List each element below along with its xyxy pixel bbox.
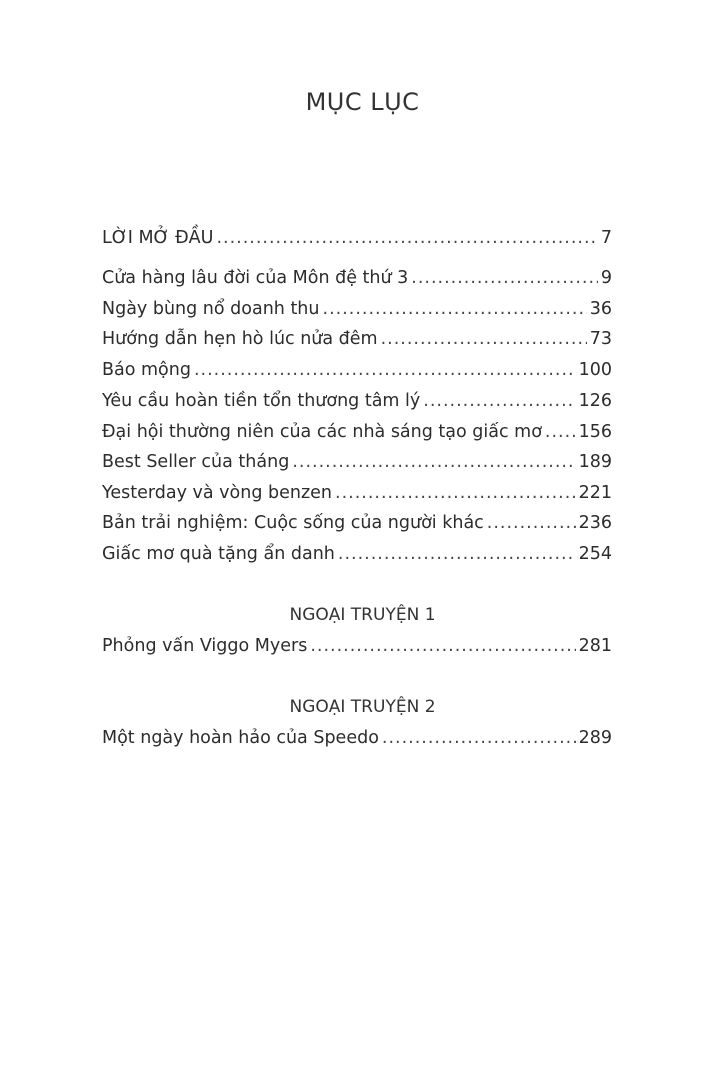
dot-leader bbox=[310, 634, 575, 658]
dot-leader bbox=[335, 481, 576, 505]
toc-entry bbox=[102, 389, 612, 413]
toc-entry-page: 100 bbox=[578, 360, 612, 380]
toc-entry-title: LỜI MỞ ĐẦU bbox=[102, 228, 214, 248]
page-title: MỤC LỤC bbox=[305, 88, 420, 116]
toc-entry-extra-2 bbox=[102, 726, 612, 750]
toc-entry-title: Bản trải nghiệm: Cuộc sống của người khác bbox=[102, 513, 484, 533]
dot-leader bbox=[487, 511, 576, 535]
toc-entry-title: Giấc mơ quà tặng ẩn danh bbox=[102, 544, 335, 564]
dot-leader bbox=[323, 297, 587, 321]
toc-entry-title: Báo mộng bbox=[102, 360, 191, 380]
section-heading-extra-2: NGOẠI TRUYỆN 2 bbox=[289, 697, 436, 717]
toc-entry-page: 281 bbox=[578, 636, 612, 656]
toc-entry-title: Một ngày hoàn hảo của Speedo bbox=[102, 728, 379, 748]
toc-entry bbox=[102, 542, 612, 566]
toc-entry bbox=[102, 511, 612, 535]
toc-entry-title: Cửa hàng lâu đời của Môn đệ thứ 3 bbox=[102, 268, 409, 288]
toc-entry bbox=[102, 420, 612, 444]
toc-entry-extra-1 bbox=[102, 634, 612, 658]
toc-entry bbox=[102, 481, 612, 505]
dot-leader bbox=[382, 726, 576, 750]
toc-entry-page: 156 bbox=[578, 422, 612, 442]
toc-entry bbox=[102, 266, 612, 290]
dot-leader bbox=[423, 389, 575, 413]
toc-entry-title: Best Seller của tháng bbox=[102, 452, 290, 472]
toc-entry-page: 236 bbox=[578, 513, 612, 533]
dot-leader bbox=[411, 266, 598, 290]
toc-entry-title: Đại hội thường niên của các nhà sáng tạo giấc mơ bbox=[102, 422, 542, 442]
toc-entry bbox=[102, 327, 612, 351]
toc-entry-page: 254 bbox=[578, 544, 612, 564]
toc-entry-title: Yêu cầu hoàn tiền tổn thương tâm lý bbox=[102, 391, 421, 411]
toc-entry-page: 221 bbox=[578, 483, 612, 503]
dot-leader bbox=[216, 226, 597, 250]
toc-entry-intro bbox=[102, 226, 612, 250]
dot-leader bbox=[338, 542, 576, 566]
toc-entry-title: Hướng dẫn hẹn hò lúc nửa đêm bbox=[102, 329, 378, 349]
dot-leader bbox=[381, 327, 587, 351]
toc-entry bbox=[102, 297, 612, 321]
toc-entry-page: 126 bbox=[578, 391, 612, 411]
toc-entry-title: Yesterday và vòng benzen bbox=[102, 483, 332, 503]
toc-entry-title: Phỏng vấn Viggo Myers bbox=[102, 636, 308, 656]
toc-entry-page: 36 bbox=[589, 299, 612, 319]
dot-leader bbox=[194, 358, 576, 382]
toc-entry-page: 189 bbox=[578, 452, 612, 472]
toc-entry-page: 289 bbox=[578, 728, 612, 748]
toc-entry-page: 73 bbox=[589, 329, 612, 349]
toc-entry-title: Ngày bùng nổ doanh thu bbox=[102, 299, 320, 319]
dot-leader bbox=[545, 420, 576, 444]
section-heading-extra-1: NGOẠI TRUYỆN 1 bbox=[289, 605, 436, 625]
toc-entry-page: 7 bbox=[600, 228, 612, 248]
dot-leader bbox=[292, 450, 575, 474]
toc-entry bbox=[102, 450, 612, 474]
toc-entry-page: 9 bbox=[600, 268, 612, 288]
toc-entry bbox=[102, 358, 612, 382]
